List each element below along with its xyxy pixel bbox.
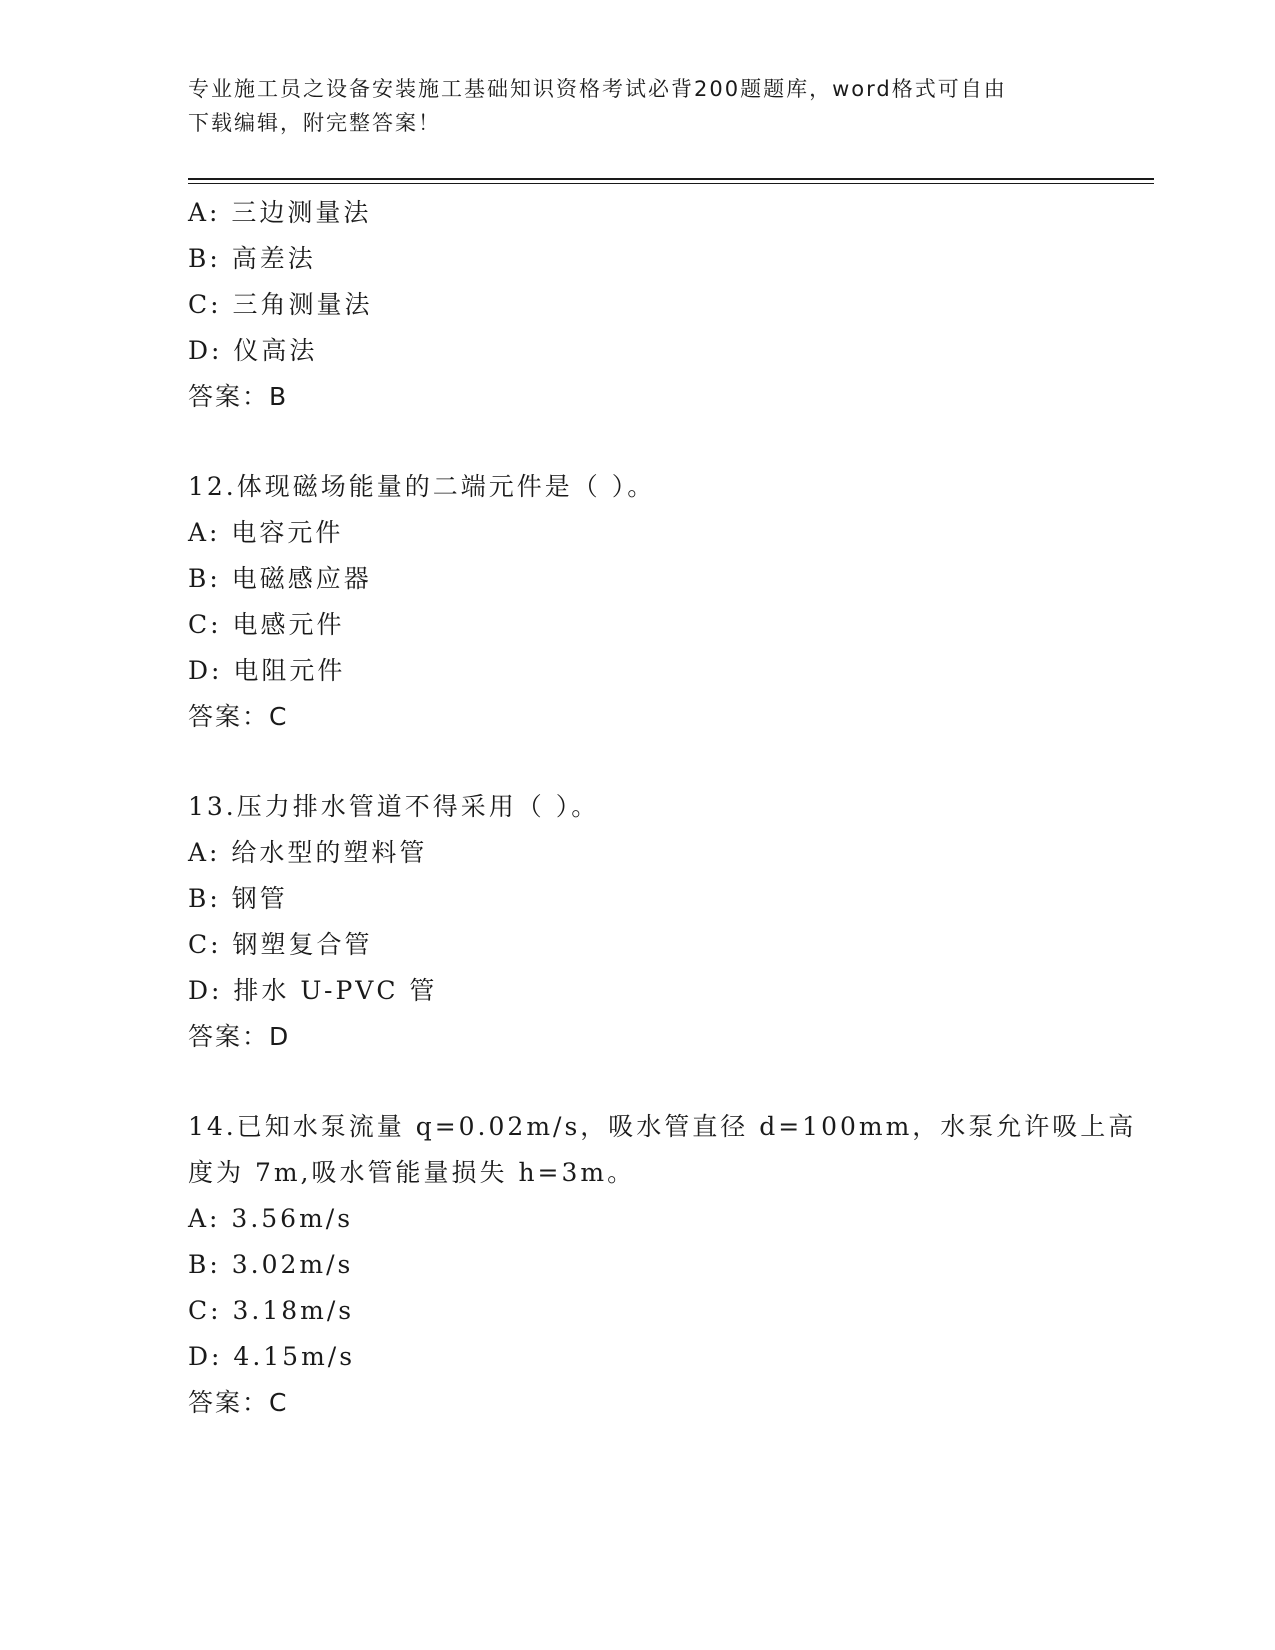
option-a: A: 给水型的塑料管 (188, 838, 428, 867)
header-divider-thick (188, 178, 1154, 180)
option-b: B: 3.02m/s (188, 1250, 354, 1279)
document-body (188, 190, 1137, 1426)
option-d: D: 仪高法 (188, 336, 318, 365)
document-header (188, 72, 1088, 140)
option-a: A: 三边测量法 (188, 198, 372, 227)
header-divider-thin (188, 183, 1154, 184)
option-c: C: 3.18m/s (188, 1296, 355, 1325)
header-title-line-2: 下载编辑，附完整答案！ (188, 111, 441, 135)
option-d: D: 4.15m/s (188, 1342, 356, 1371)
question-stem-line-1: 14.已知水泵流量 q=0.02m/s，吸水管直径 d=100mm，水泵允许吸上高 (188, 1112, 1137, 1141)
question-stem: 13.压力排水管道不得采用（ ）。 (188, 792, 600, 821)
answer-line: 答案：B (188, 382, 289, 411)
answer-line: 答案：D (188, 1022, 291, 1051)
option-a: A: 电容元件 (188, 518, 344, 547)
option-c: C: 钢塑复合管 (188, 930, 373, 959)
question-block-12 (188, 464, 1068, 740)
option-b: B: 高差法 (188, 244, 316, 273)
option-c: C: 三角测量法 (188, 290, 373, 319)
option-a: A: 3.56m/s (188, 1204, 354, 1233)
option-d: D: 电阻元件 (188, 656, 346, 685)
question-stem: 12.体现磁场能量的二端元件是（ ）。 (188, 472, 656, 501)
header-title-line-1: 专业施工员之设备安装施工基础知识资格考试必背200题题库，word格式可自由 (188, 77, 1007, 101)
option-d: D: 排水 U-PVC 管 (188, 976, 438, 1005)
question-block-11-continued (188, 190, 1068, 420)
question-block-14 (188, 1104, 1137, 1426)
answer-line: 答案：C (188, 702, 289, 731)
option-c: C: 电感元件 (188, 610, 345, 639)
option-b: B: 电磁感应器 (188, 564, 372, 593)
question-block-13 (188, 784, 1068, 1060)
question-stem-line-2: 度为 7m,吸水管能量损失 h=3m。 (188, 1158, 636, 1187)
answer-line: 答案：C (188, 1388, 289, 1417)
option-b: B: 钢管 (188, 884, 288, 913)
